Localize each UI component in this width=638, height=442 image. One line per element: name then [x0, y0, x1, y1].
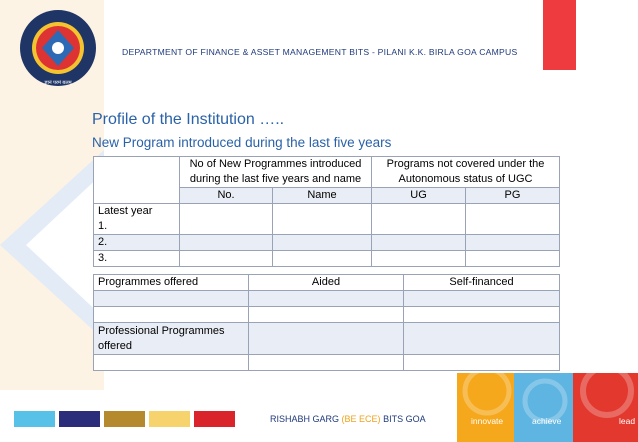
red-corner-tab [543, 0, 576, 70]
chevron-decoration [0, 150, 104, 410]
table1-corner-cell [94, 157, 180, 204]
new-programmes-table [93, 156, 560, 267]
row-3-label: 3. [94, 251, 180, 267]
header-not-covered: Programs not covered under the Autonomous status of UGC [372, 157, 560, 188]
table-cell [249, 355, 404, 371]
table-cell [273, 235, 372, 251]
table-cell [273, 251, 372, 267]
footer-swatch-yellow [149, 411, 190, 427]
bits-logo [18, 8, 98, 90]
department-header: DEPARTMENT OF FINANCE & ASSET MANAGEMENT BITS - PILANI K.K. BIRLA GOA CAMPUS [122, 47, 518, 57]
row-latest-year-label: Latest year 1. [94, 204, 180, 235]
slide-title: Profile of the Institution ….. [92, 111, 285, 128]
table-cell [404, 291, 560, 307]
table-cell [466, 251, 560, 267]
table-cell [404, 355, 560, 371]
col-pg: PG [466, 188, 560, 204]
tag-achieve: achieve [532, 416, 562, 426]
table-cell [372, 204, 466, 235]
table-cell [372, 235, 466, 251]
footer-swatch-sky [14, 411, 55, 427]
footer-credit: RISHABH GARG (BE ECE) BITS GOA [270, 414, 426, 424]
footer-swatch-red [194, 411, 235, 427]
programmes-offered-table [93, 274, 560, 371]
header-new-programmes: No of New Programmes introduced during the last five years and name [180, 157, 372, 188]
brand-strip [457, 373, 638, 442]
svg-text:ज्ञानं परमं बलम्: ज्ञानं परमं बलम् [44, 80, 72, 86]
table-cell [273, 204, 372, 235]
row-professional-label: Professional Programmes offered [94, 323, 249, 355]
col-programmes-offered: Programmes offered [94, 275, 249, 291]
table-cell [94, 355, 249, 371]
footer-swatch-bronze [104, 411, 145, 427]
col-aided: Aided [249, 275, 404, 291]
table-cell [372, 251, 466, 267]
table-cell [249, 291, 404, 307]
table-cell [466, 235, 560, 251]
table-cell [249, 307, 404, 323]
slide-subtitle: New Program introduced during the last five years [92, 135, 392, 150]
tag-innovate: innovate [471, 416, 504, 426]
tag-lead: lead [619, 416, 636, 426]
brand-gear-graphic [457, 373, 638, 442]
table-cell [94, 291, 249, 307]
footer-swatch-navy [59, 411, 100, 427]
table-cell [180, 235, 273, 251]
table-cell [180, 251, 273, 267]
col-self-financed: Self-financed [404, 275, 560, 291]
table-cell [249, 323, 404, 355]
table-cell [466, 204, 560, 235]
col-name: Name [273, 188, 372, 204]
row-2-label: 2. [94, 235, 180, 251]
col-no: No. [180, 188, 273, 204]
col-ug: UG [372, 188, 466, 204]
table-cell [404, 323, 560, 355]
table-cell [180, 204, 273, 235]
table-cell [404, 307, 560, 323]
table-cell [94, 307, 249, 323]
